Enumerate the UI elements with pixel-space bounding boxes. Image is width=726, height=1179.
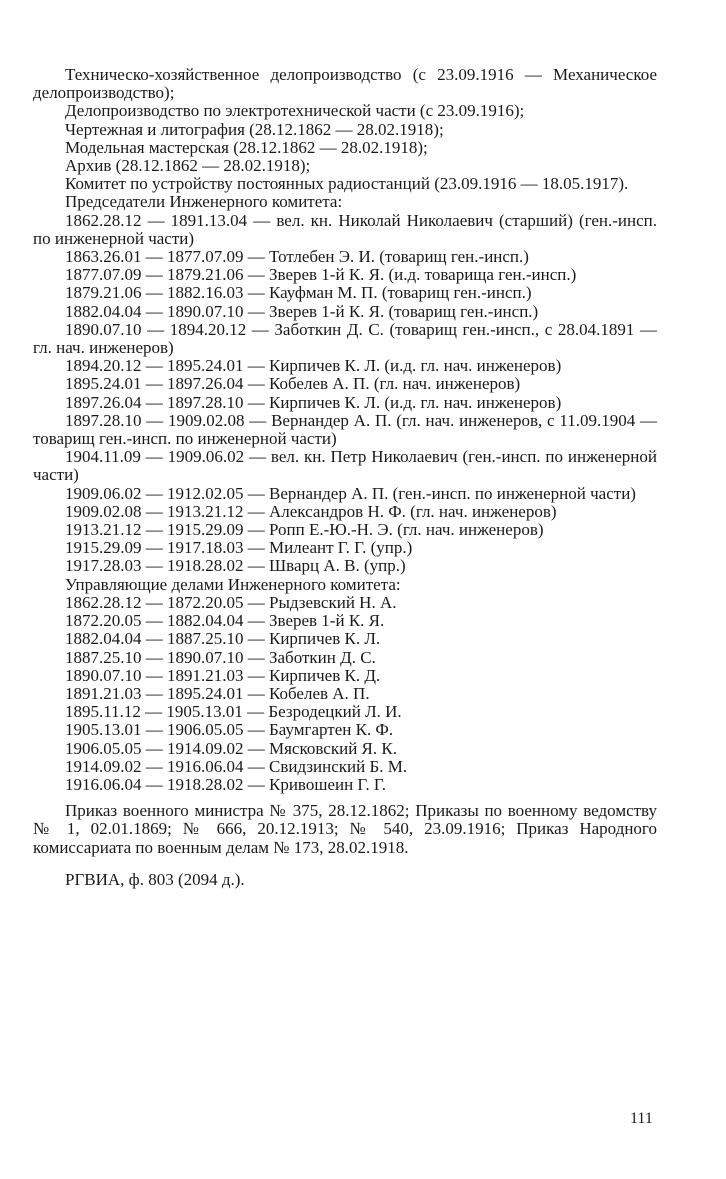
paragraph: 1862.28.12 — 1872.20.05 — Рыдзевский Н. А.	[65, 592, 397, 612]
paragraph: 1909.06.02 — 1912.02.05 — Вернандер А. П. (ген.-инсп. по инженерной части)	[65, 483, 636, 503]
paragraph: 1897.28.10 — 1909.02.08 — Вернандер А. П. (гл. нач. инженеров, с 11.09.1904 — товарищ ген.-инсп. по инженерной части)	[33, 410, 657, 449]
orders-reference: Приказ военного министра № 375, 28.12.1862; Приказы по военному ведомству № 1, 02.01.1869; № 666, 20.12.1913; № 540, 23.09.1916; Приказ Народного комиссариата по военным делам № 173, 28.02.1918.	[33, 801, 657, 857]
paragraph: 1895.11.12 — 1905.13.01 — Безродецкий Л. И.	[65, 702, 402, 722]
paragraph: 1879.21.06 — 1882.16.03 — Кауфман М. П. (товарищ ген.-инсп.)	[65, 283, 532, 303]
paragraph: 1897.26.04 — 1897.28.10 — Кирпичев К. Л. (и.д. гл. нач. инженеров)	[65, 392, 562, 412]
page-number: 111	[630, 1110, 653, 1127]
paragraph: 1891.21.03 — 1895.24.01 — Кобелев А. П.	[65, 683, 370, 703]
paragraph: 1913.21.12 — 1915.29.09 — Ропп Е.-Ю.-Н. Э. (гл. нач. инженеров)	[65, 520, 544, 540]
main-text	[33, 66, 657, 889]
paragraph: Делопроизводство по электротехнической части (с 23.09.1916);	[65, 101, 525, 121]
paragraph: 1906.05.05 — 1914.09.02 — Мясковский Я. К.	[65, 738, 397, 758]
paragraph: 1872.20.05 — 1882.04.04 — Зверев 1-й К. Я.	[65, 611, 385, 631]
paragraph: Комитет по устройству постоянных радиостанций (23.09.1916 — 18.05.1917).	[65, 174, 629, 194]
paragraph: 1863.26.01 — 1877.07.09 — Тотлебен Э. И. (товарищ ген.-инсп.)	[65, 247, 529, 267]
paragraph: 1887.25.10 — 1890.07.10 — Заботкин Д. С.	[65, 647, 376, 667]
paragraph: 1890.07.10 — 1894.20.12 — Заботкин Д. С. (товарищ ген.-инсп., с 28.04.1891 — гл. нач. инженеров)	[33, 319, 657, 358]
paragraph: 1894.20.12 — 1895.24.01 — Кирпичев К. Л. (и.д. гл. нач. инженеров)	[65, 356, 562, 376]
archive-source: РГВИА, ф. 803 (2094 д.).	[65, 869, 245, 889]
paragraph: 1909.02.08 — 1913.21.12 — Александров Н. Ф. (гл. нач. инженеров)	[65, 501, 557, 521]
paragraph: 1905.13.01 — 1906.05.05 — Баумгартен К. Ф.	[65, 720, 394, 740]
paragraph: 1890.07.10 — 1891.21.03 — Кирпичев К. Д.	[65, 665, 381, 685]
paragraph: Архив (28.12.1862 — 28.02.1918);	[65, 156, 311, 176]
paragraph: 1882.04.04 — 1887.25.10 — Кирпичев К. Л.	[65, 629, 381, 649]
paragraph: Чертежная и литография (28.12.1862 — 28.02.1918);	[65, 119, 444, 139]
paragraph: 1882.04.04 — 1890.07.10 — Зверев 1-й К. Я. (товарищ ген.-инсп.)	[65, 301, 539, 321]
paragraph: 1904.11.09 — 1909.06.02 — вел. кн. Петр Николаевич (ген.-инсп. по инженерной части)	[33, 447, 657, 485]
paragraph: 1895.24.01 — 1897.26.04 — Кобелев А. П. (гл. нач. инженеров)	[65, 374, 521, 394]
section-heading: Управляющие делами Инженерного комитета:	[65, 574, 401, 594]
section-heading: Председатели Инженерного комитета:	[65, 192, 343, 212]
paragraph: Модельная мастерская (28.12.1862 — 28.02.1918);	[65, 137, 428, 157]
paragraph: 1862.28.12 — 1891.13.04 — вел. кн. Николай Николаевич (старший) (ген.-инсп. по инженерной части)	[33, 210, 657, 248]
paragraph: Техническо-хозяйственное делопроизводство (с 23.09.1916 — Механическое делопроизводство);	[33, 65, 657, 103]
paragraph: 1877.07.09 — 1879.21.06 — Зверев 1-й К. Я. (и.д. товарища ген.-инсп.)	[65, 265, 577, 285]
paragraph: 1915.29.09 — 1917.18.03 — Милеант Г. Г. (упр.)	[65, 538, 413, 558]
paragraph: 1916.06.04 — 1918.28.02 — Кривошеин Г. Г.	[65, 774, 386, 794]
paragraph: 1917.28.03 — 1918.28.02 — Шварц А. В. (упр.)	[65, 556, 406, 576]
paragraph: 1914.09.02 — 1916.06.04 — Свидзинский Б. М.	[65, 756, 408, 776]
